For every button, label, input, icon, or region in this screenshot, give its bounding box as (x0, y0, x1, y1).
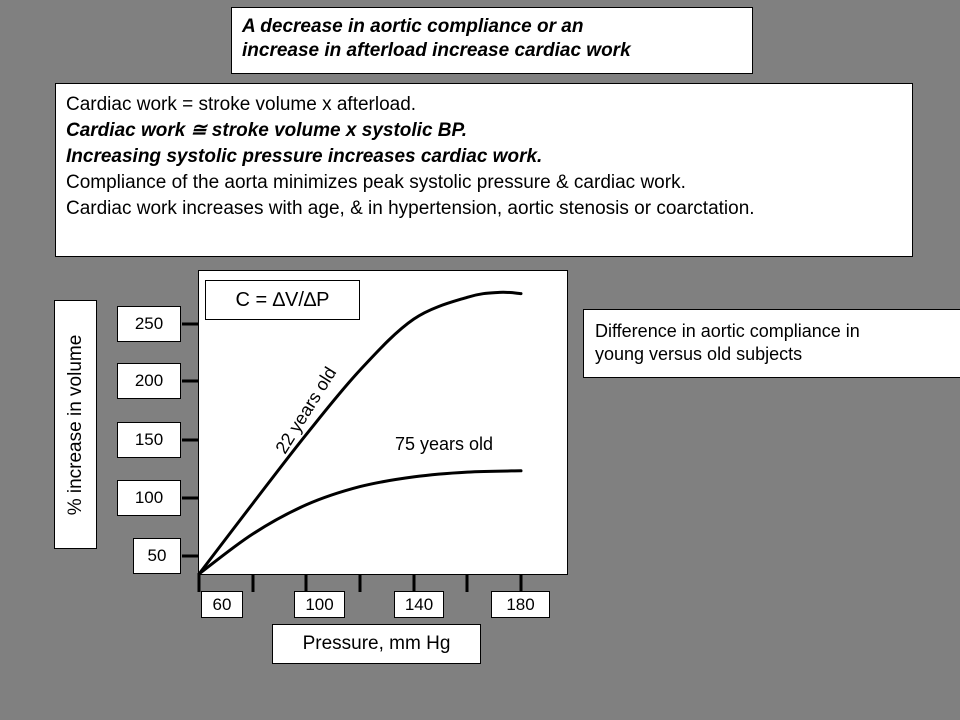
y-axis-label: % increase in volume (64, 334, 86, 515)
x-tick-label-140: 140 (394, 591, 444, 618)
series-label-22-years-old: 22 years old (271, 363, 341, 458)
y-tick-label-200: 200 (117, 363, 181, 399)
x-tick-label-180: 180 (491, 591, 550, 618)
slide-title-line-2: increase in afterload increase cardiac work (242, 40, 631, 61)
chart-caption-line-1: Difference in aortic compliance in (595, 321, 860, 341)
note-3: Increasing systolic pressure increases cardiac work. (66, 146, 543, 167)
chart-caption-line-2: young versus old subjects (595, 344, 803, 364)
x-axis-label: Pressure, mm Hg (272, 624, 481, 664)
y-tick-label-150: 150 (117, 422, 181, 458)
x-tick-label-60: 60 (201, 591, 243, 618)
x-tick-label-100: 100 (294, 591, 345, 618)
note-2: Cardiac work ≅ stroke volume x systolic BP. (66, 120, 468, 141)
note-1: Cardiac work = stroke volume x afterload. (66, 94, 417, 115)
slide-title-line-1: A decrease in aortic compliance or an (242, 16, 584, 37)
note-4: Compliance of the aorta minimizes peak systolic pressure & cardiac work. (66, 172, 686, 193)
y-tick-label-50: 50 (133, 538, 181, 574)
y-tick-label-250: 250 (117, 306, 181, 342)
series-line-75-years-old (199, 471, 521, 574)
y-tick-label-100: 100 (117, 480, 181, 516)
compliance-formula: C = ∆V/∆P (205, 280, 360, 320)
series-label-75-years-old: 75 years old (395, 434, 494, 454)
note-5: Cardiac work increases with age, & in hypertension, aortic stenosis or coarctation. (66, 198, 755, 219)
